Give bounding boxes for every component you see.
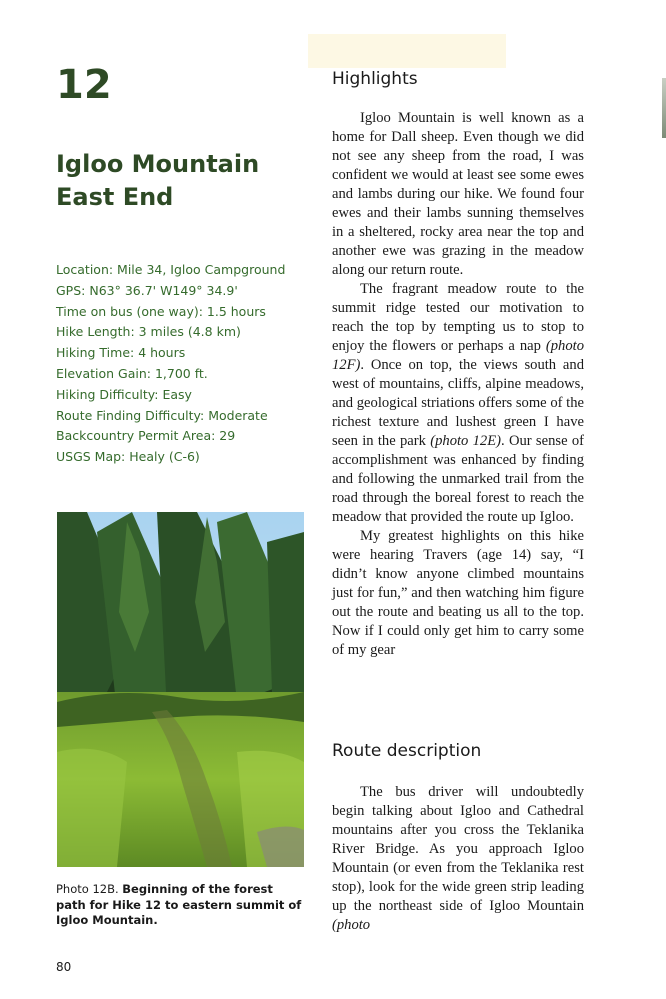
- route-heading: Route description: [332, 741, 482, 761]
- info-usgs-map: USGS Map: Healy (C-6): [56, 449, 200, 465]
- info-hiking-difficulty: Hiking Difficulty: Easy: [56, 386, 192, 402]
- page-number: 80: [56, 960, 72, 974]
- forest-path-photo: [57, 512, 304, 867]
- page-edge-photo-strip: [662, 78, 666, 138]
- info-elevation-gain: Elevation Gain: 1,700 ft.: [56, 365, 208, 381]
- route-p1-text: The bus driver will undoubtedly begin talking about Igloo and Cathedral mountains after you cross the Teklanika River Bridge. As you approach Igloo Mountain (or even from the Teklanika rest stop), look for the wide green strip leading up the northeast side of Igloo Mountain: [332, 784, 584, 914]
- highlights-body: [332, 109, 584, 660]
- hl-p2-part-c: . Our sense of accomplishment was enhanced by finding and following the unmarked trail from the road through the boreal forest to reach the meadow that provided the route up Igloo.: [332, 433, 584, 525]
- highlights-paragraph-1: Igloo Mountain is well known as a home for Dall sheep. Even though we did not see any sheep from the road, I was confident we would at least see some ewes and lambs during our hike. We found four ewes and their lambs sunning themselves in a sheltered, rocky area near the top and another ewe was grazing in the meadow along our return route.: [332, 110, 584, 278]
- info-hike-length: Hike Length: 3 miles (4.8 km): [56, 324, 241, 340]
- page-tint: [308, 34, 506, 68]
- hike-number: 12: [56, 62, 112, 108]
- route-paragraph-1: [332, 783, 584, 935]
- highlights-heading: Highlights: [332, 69, 418, 89]
- highlights-paragraph-2: [332, 280, 584, 527]
- route-body: [332, 783, 584, 935]
- info-location: Location: Mile 34, Igloo Campground: [56, 262, 286, 277]
- info-permit-area: Backcountry Permit Area: 29: [56, 428, 236, 444]
- caption-text: Beginning of the forest path for Hike 12 to eastern summit of Igloo Mountain.: [56, 882, 302, 927]
- info-route-finding: Route Finding Difficulty: Moderate: [56, 407, 268, 423]
- highlights-paragraph-3: My greatest highlights on this hike were hearing Travers (age 14) say, “I didn’t know anyone climbed mountains just for fun,” and then watching him figure out the route and beating us all to the top. Now if I could only get him to carry some of my gear: [332, 528, 584, 658]
- info-hiking-time: Hiking Time: 4 hours: [56, 345, 186, 361]
- hl-p2-part-a: The fragrant meadow route to the summit ridge tested our motivation to reach the top by tempting us to stop to enjoy the flowers or perhaps a nap: [332, 281, 584, 354]
- photo-ref-12f: (photo 12F): [332, 338, 584, 373]
- route-photo-ref: (photo: [332, 917, 371, 933]
- hike-info-list: [56, 260, 306, 468]
- info-gps: GPS: N63° 36.7' W149° 34.9': [56, 282, 238, 298]
- hl-p2-part-b: . Once on top, the views south and west of mountains, cliffs, alpine meadows, and geological striations offers some of the richest texture and lushest green I have seen in the park: [332, 357, 584, 449]
- info-bus-time: Time on bus (one way): 1.5 hours: [56, 303, 266, 319]
- caption-prefix: Photo 12B.: [56, 882, 119, 896]
- photo-ref-12e: (photo 12E): [430, 433, 501, 449]
- hike-title: Igloo Mountain East End: [56, 150, 260, 211]
- photo-caption: [56, 882, 306, 929]
